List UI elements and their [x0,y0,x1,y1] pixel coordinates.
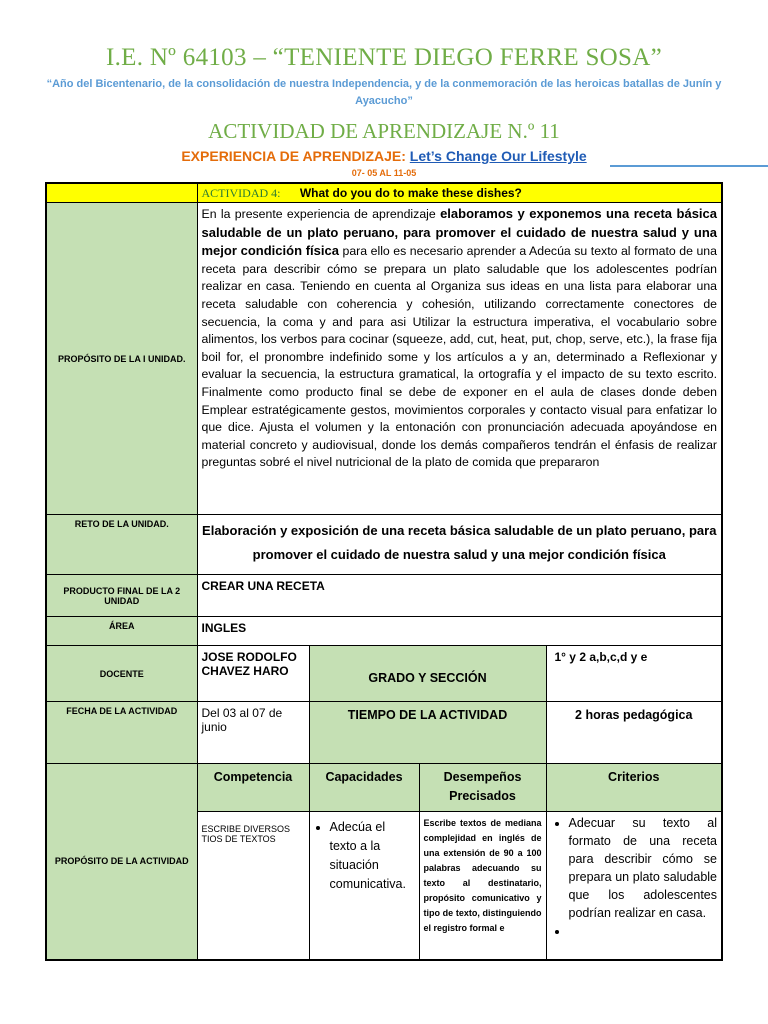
time-value: 2 horas pedagógica [546,702,722,764]
desempeno-text: Escribe textos de mediana complejidad en inglés de una extensión de 90 a 100 palabras adecuando su texto al destinatario, propósito comunicativo y tipo de texto, distinguiendo el registro formal e [419,812,546,960]
date-row [46,702,722,764]
date-range: 07- 05 AL 11-05 [351,168,417,178]
header-competencia: Competencia [197,764,309,812]
criterio-cell [546,812,722,960]
activity-title: ACTIVIDAD DE APRENDIZAJE N.º 11 [208,119,560,143]
activity-row [46,183,722,203]
product-label: PRODUCTO FINAL DE LA 2 UNIDAD [46,575,197,617]
purpose-label: PROPÓSITO DE LA I UNIDAD. [46,203,197,515]
header-capacidades: Capacidades [309,764,419,812]
purpose-text: En la presente experiencia de aprendizaje elaboramos y exponemos una receta básica saludable de un plato peruano, para promover el cuidado de nuestra salud y una mejor condición física para ello es necesario aprender a Adecúa su texto al formato de una receta para describir cómo se prepara un plato saludable que los adolescentes podrían realizar en casa. Teniendo en cuenta al Organiza sus ideas en una lista para elaborar una receta saludable con coherencia y cohesión, utilizando correctamente conectores de secuencia, la coma y and para asi Utilizar la estructura imperativa, el vocabulario sobre alimentos, los verbos para cocinar (squeeze, add, cut, heat, put, chop, serve, etc.), la frase fija boil for, el pronombre indefinido some y los artículos a y an, determinado a Reflexionar y evaluar la secuencia, la estructura gramatical, la ortografía y el impacto de su texto escrito. Finalmente como producto final se debe de exponer en el aula de clases donde deben Emplear estratégicamente gestos, movimientos corporales y contacto visual para enfatizar lo que dice. Ajusta el volumen y la entonación con pronunciación adecuada apoyándose en material concreto y audiovisual, donde los demás compañeros tendrán el énfasis de realizar preguntas sobré el nivel nutricional de la plato de comida que prepararon [197,203,722,515]
decorative-line [610,165,768,167]
activity-question: What do you do to make these dishes? [299,185,522,200]
product-text: CREAR UNA RECETA [197,575,722,617]
purpose-row [46,203,722,515]
header-criterios: Criterios [546,764,722,812]
activity-table [45,182,723,961]
grade-value: 1° y 2 a,b,c,d y e [546,646,722,702]
reto-label: RETO DE LA UNIDAD. [46,515,197,575]
teacher-name: JOSE RODOLFO CHAVEZ HARO [197,646,309,702]
area-text: INGLES [197,617,722,646]
reto-text: Elaboración y exposición de una receta básica saludable de un plato peruano, para promover el cuidado de nuestra salud y una mejor condición física [197,515,722,575]
criterio-item: • Adecuar su texto al formato de una receta para describir cómo se prepara un plato saludable que los adolescentes podrían realizar en casa. [569,814,718,922]
competency-header-row [46,764,722,812]
purpose-highlight: elaboramos y exponemos una receta básica saludable de un plato peruano, para promover el cuidado de nuestra salud y una mejor condición física [201,206,717,259]
reto-row [46,515,722,575]
product-row [46,575,722,617]
activity-number: ACTIVIDAD 4: [201,185,281,200]
area-row [46,617,722,646]
area-label: ÁREA [46,617,197,646]
activity-purpose-label: PROPÓSITO DE LA ACTIVIDAD [46,764,197,960]
header-desempenos: Desempeños Precisados [419,764,546,812]
experience-heading [0,148,768,164]
capacidad-cell [309,812,419,960]
activity-cell [197,183,722,203]
date-value: Del 03 al 07 de junio [197,702,309,764]
grade-label: GRADO Y SECCIÓN [309,646,546,702]
capacidad-item: • Adecúa el texto a la situación comunicativa. [330,818,415,894]
experience-label: EXPERIENCIA DE APRENDIZAJE: [181,148,410,164]
school-title: I.E. Nº 64103 – “TENIENTE DIEGO FERRE SOSA” [105,44,662,71]
competencia-text: ESCRIBE DIVERSOS TIOS DE TEXTOS [197,812,309,960]
experience-link[interactable]: Let’s Change Our Lifestyle [409,148,587,164]
teacher-row [46,646,722,702]
year-motto: “Año del Bicentenario, de la consolidación de nuestra Independencia, y de la conmemoración de las heroicas batallas de Junín y Ayacucho” [46,78,722,107]
time-label: TIEMPO DE LA ACTIVIDAD [309,702,546,764]
teacher-label: DOCENTE [46,646,197,702]
date-label: FECHA DE LA ACTIVIDAD [46,702,197,764]
criterio-empty-item [569,922,718,940]
